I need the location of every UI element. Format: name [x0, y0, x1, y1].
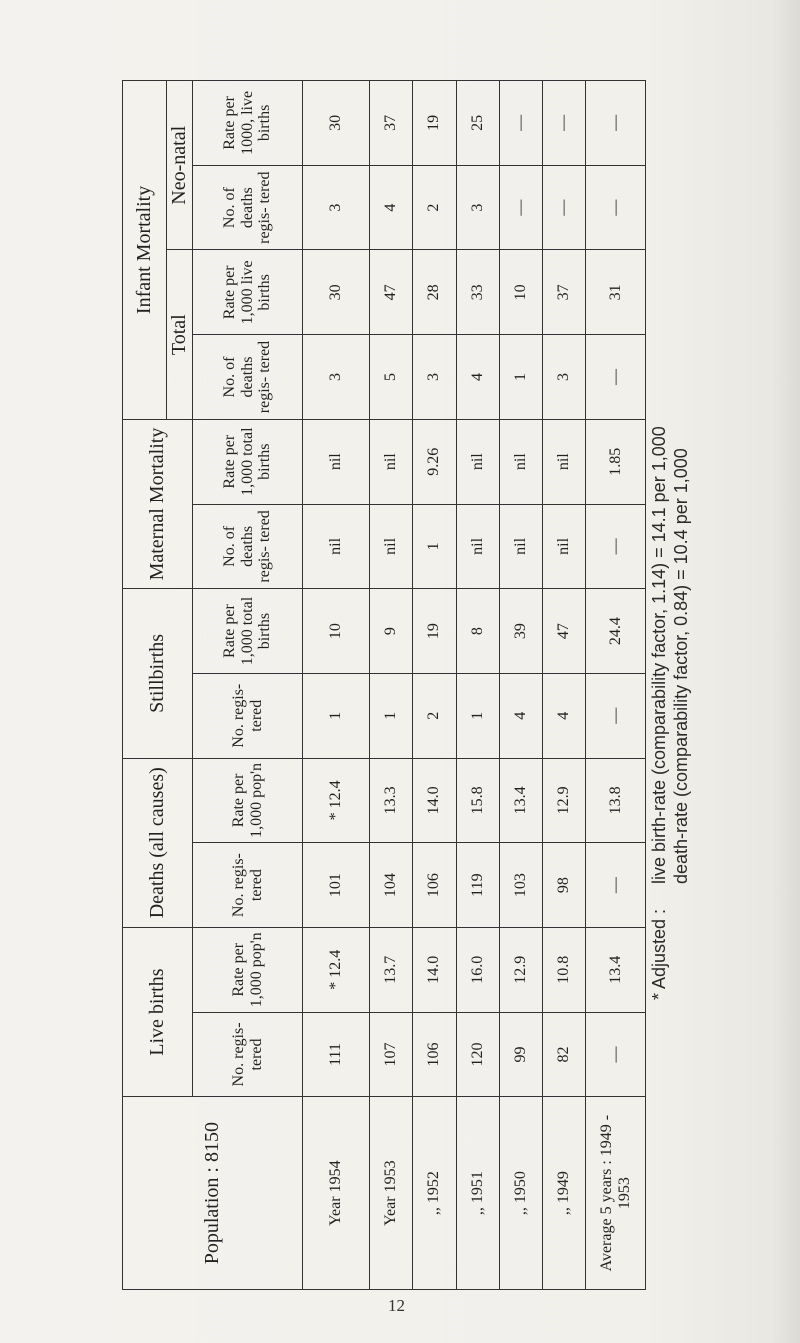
maternal-no: 1	[413, 504, 456, 589]
table-row	[303, 81, 370, 1290]
neonatal-no: —	[499, 165, 542, 250]
infant-total-header: Total	[167, 250, 193, 419]
live-births-rate: 13.7	[370, 927, 413, 1012]
deaths-rate: 15.8	[456, 758, 499, 843]
table-body	[303, 81, 646, 1290]
deaths-no: —	[586, 843, 646, 928]
live-births-no: 111	[303, 1012, 370, 1097]
vital-statistics-table	[122, 80, 646, 1290]
stillbirths-no: 4	[542, 673, 585, 758]
stillbirths-no: 2	[413, 673, 456, 758]
col-infant-total-no: No. of deaths regis- tered	[193, 335, 303, 420]
maternal-rate: nil	[303, 419, 370, 504]
stillbirths-rate: 39	[499, 589, 542, 674]
neonatal-rate: —	[586, 81, 646, 166]
footnote	[648, 0, 692, 1000]
maternal-rate: 1.85	[586, 419, 646, 504]
col-stillbirths-rate: Rate per 1,000 total births	[193, 589, 303, 674]
deaths-rate: 13.8	[586, 758, 646, 843]
infant-total-rate: 30	[303, 250, 370, 335]
deaths-no: 98	[542, 843, 585, 928]
maternal-no: nil	[499, 504, 542, 589]
row-label: Year 1954	[303, 1097, 370, 1290]
col-infant-total-rate: Rate per 1,000 live births	[193, 250, 303, 335]
footnote-line-1: live birth-rate (comparability factor, 1.14) = 14.1 per 1,000	[649, 426, 669, 884]
infant-total-no: 5	[370, 335, 413, 420]
maternal-rate: nil	[370, 419, 413, 504]
live-births-no: 107	[370, 1012, 413, 1097]
table-row	[542, 81, 585, 1290]
neonatal-rate: 37	[370, 81, 413, 166]
infant-total-no: 3	[542, 335, 585, 420]
infant-total-rate: 31	[586, 250, 646, 335]
col-neonatal-no: No. of deaths regis- tered	[193, 165, 303, 250]
table-row	[586, 81, 646, 1290]
col-deaths-no: No. regis- tered	[193, 843, 303, 928]
col-stillbirths-no: No. regis- tered	[193, 673, 303, 758]
live-births-rate: 13.4	[586, 927, 646, 1012]
live-births-no: —	[586, 1012, 646, 1097]
maternal-rate: nil	[542, 419, 585, 504]
stillbirths-no: 1	[303, 673, 370, 758]
deaths-no: 103	[499, 843, 542, 928]
page-edge-shadow	[772, 0, 800, 1343]
stillbirths-no: 1	[370, 673, 413, 758]
col-live-births-rate: Rate per 1,000 pop'n	[193, 927, 303, 1012]
live-births-rate: * 12.4	[303, 927, 370, 1012]
stillbirths-rate: 8	[456, 589, 499, 674]
stillbirths-rate: 24.4	[586, 589, 646, 674]
stillbirths-rate: 10	[303, 589, 370, 674]
deaths-header: Deaths (all causes)	[123, 758, 193, 927]
deaths-no: 106	[413, 843, 456, 928]
deaths-no: 119	[456, 843, 499, 928]
row-label: ,, 1950	[499, 1097, 542, 1290]
maternal-no: —	[586, 504, 646, 589]
neonatal-header: Neo-natal	[167, 81, 193, 251]
neonatal-rate: —	[499, 81, 542, 166]
neonatal-no: 3	[456, 165, 499, 250]
neonatal-rate: 25	[456, 81, 499, 166]
stillbirths-rate: 47	[542, 589, 585, 674]
maternal-rate: 9.26	[413, 419, 456, 504]
infant-total-rate: 47	[370, 250, 413, 335]
live-births-rate: 14.0	[413, 927, 456, 1012]
deaths-no: 101	[303, 843, 370, 928]
stillbirths-header: Stillbirths	[123, 589, 193, 758]
neonatal-no: 4	[370, 165, 413, 250]
stillbirths-no: 4	[499, 673, 542, 758]
live-births-no: 106	[413, 1012, 456, 1097]
neonatal-no: —	[542, 165, 585, 250]
live-births-header: Live births	[123, 927, 193, 1096]
stillbirths-no: 1	[456, 673, 499, 758]
neonatal-rate: 30	[303, 81, 370, 166]
deaths-rate: 14.0	[413, 758, 456, 843]
page-number: 12	[388, 1296, 405, 1315]
infant-total-no: 4	[456, 335, 499, 420]
maternal-rate: nil	[499, 419, 542, 504]
infant-total-rate: 28	[413, 250, 456, 335]
deaths-no: 104	[370, 843, 413, 928]
row-label: ,, 1949	[542, 1097, 585, 1290]
infant-total-no: 1	[499, 335, 542, 420]
live-births-no: 99	[499, 1012, 542, 1097]
live-births-rate: 10.8	[542, 927, 585, 1012]
col-neonatal-rate: Rate per 1000, live births	[193, 81, 303, 166]
footnote-line-2: death-rate (comparability factor, 0.84) = 10.4 per 1,000	[671, 448, 691, 884]
stillbirths-no: —	[586, 673, 646, 758]
maternal-rate: nil	[456, 419, 499, 504]
maternal-no: nil	[456, 504, 499, 589]
infant-total-no: 3	[303, 335, 370, 420]
neonatal-no: —	[586, 165, 646, 250]
maternal-no: nil	[542, 504, 585, 589]
table-row	[456, 81, 499, 1290]
infant-total-rate: 37	[542, 250, 585, 335]
col-maternal-no: No. of deaths regis- tered	[193, 504, 303, 589]
neonatal-no: 2	[413, 165, 456, 250]
col-live-births-no: No. regis- tered	[193, 1012, 303, 1097]
neonatal-rate: 19	[413, 81, 456, 166]
stillbirths-rate: 19	[413, 589, 456, 674]
row-label: ,, 1952	[413, 1097, 456, 1290]
col-maternal-rate: Rate per 1,000 total births	[193, 419, 303, 504]
neonatal-rate: —	[542, 81, 585, 166]
row-label: ,, 1951	[456, 1097, 499, 1290]
maternal-no: nil	[370, 504, 413, 589]
table-row	[370, 81, 413, 1290]
infant-mortality-header: Infant Mortality	[123, 81, 167, 420]
infant-total-no: —	[586, 335, 646, 420]
col-deaths-rate: Rate per 1,000 pop'n	[193, 758, 303, 843]
live-births-rate: 16.0	[456, 927, 499, 1012]
row-label: Average 5 years : 1949 - 1953	[586, 1097, 646, 1290]
neonatal-no: 3	[303, 165, 370, 250]
deaths-rate: 12.9	[542, 758, 585, 843]
table-row	[413, 81, 456, 1290]
infant-total-no: 3	[413, 335, 456, 420]
table-row	[499, 81, 542, 1290]
maternal-no: nil	[303, 504, 370, 589]
population-header: Population : 8150	[123, 1097, 303, 1290]
stillbirths-rate: 9	[370, 589, 413, 674]
row-label: Year 1953	[370, 1097, 413, 1290]
infant-total-rate: 33	[456, 250, 499, 335]
footnote-mark: * Adjusted :	[649, 908, 669, 1000]
infant-total-rate: 10	[499, 250, 542, 335]
live-births-rate: 12.9	[499, 927, 542, 1012]
maternal-mortality-header: Maternal Mortality	[123, 419, 193, 588]
live-births-no: 120	[456, 1012, 499, 1097]
deaths-rate: 13.3	[370, 758, 413, 843]
deaths-rate: 13.4	[499, 758, 542, 843]
deaths-rate: * 12.4	[303, 758, 370, 843]
rotated-table-wrapper	[122, 80, 646, 1290]
live-births-no: 82	[542, 1012, 585, 1097]
